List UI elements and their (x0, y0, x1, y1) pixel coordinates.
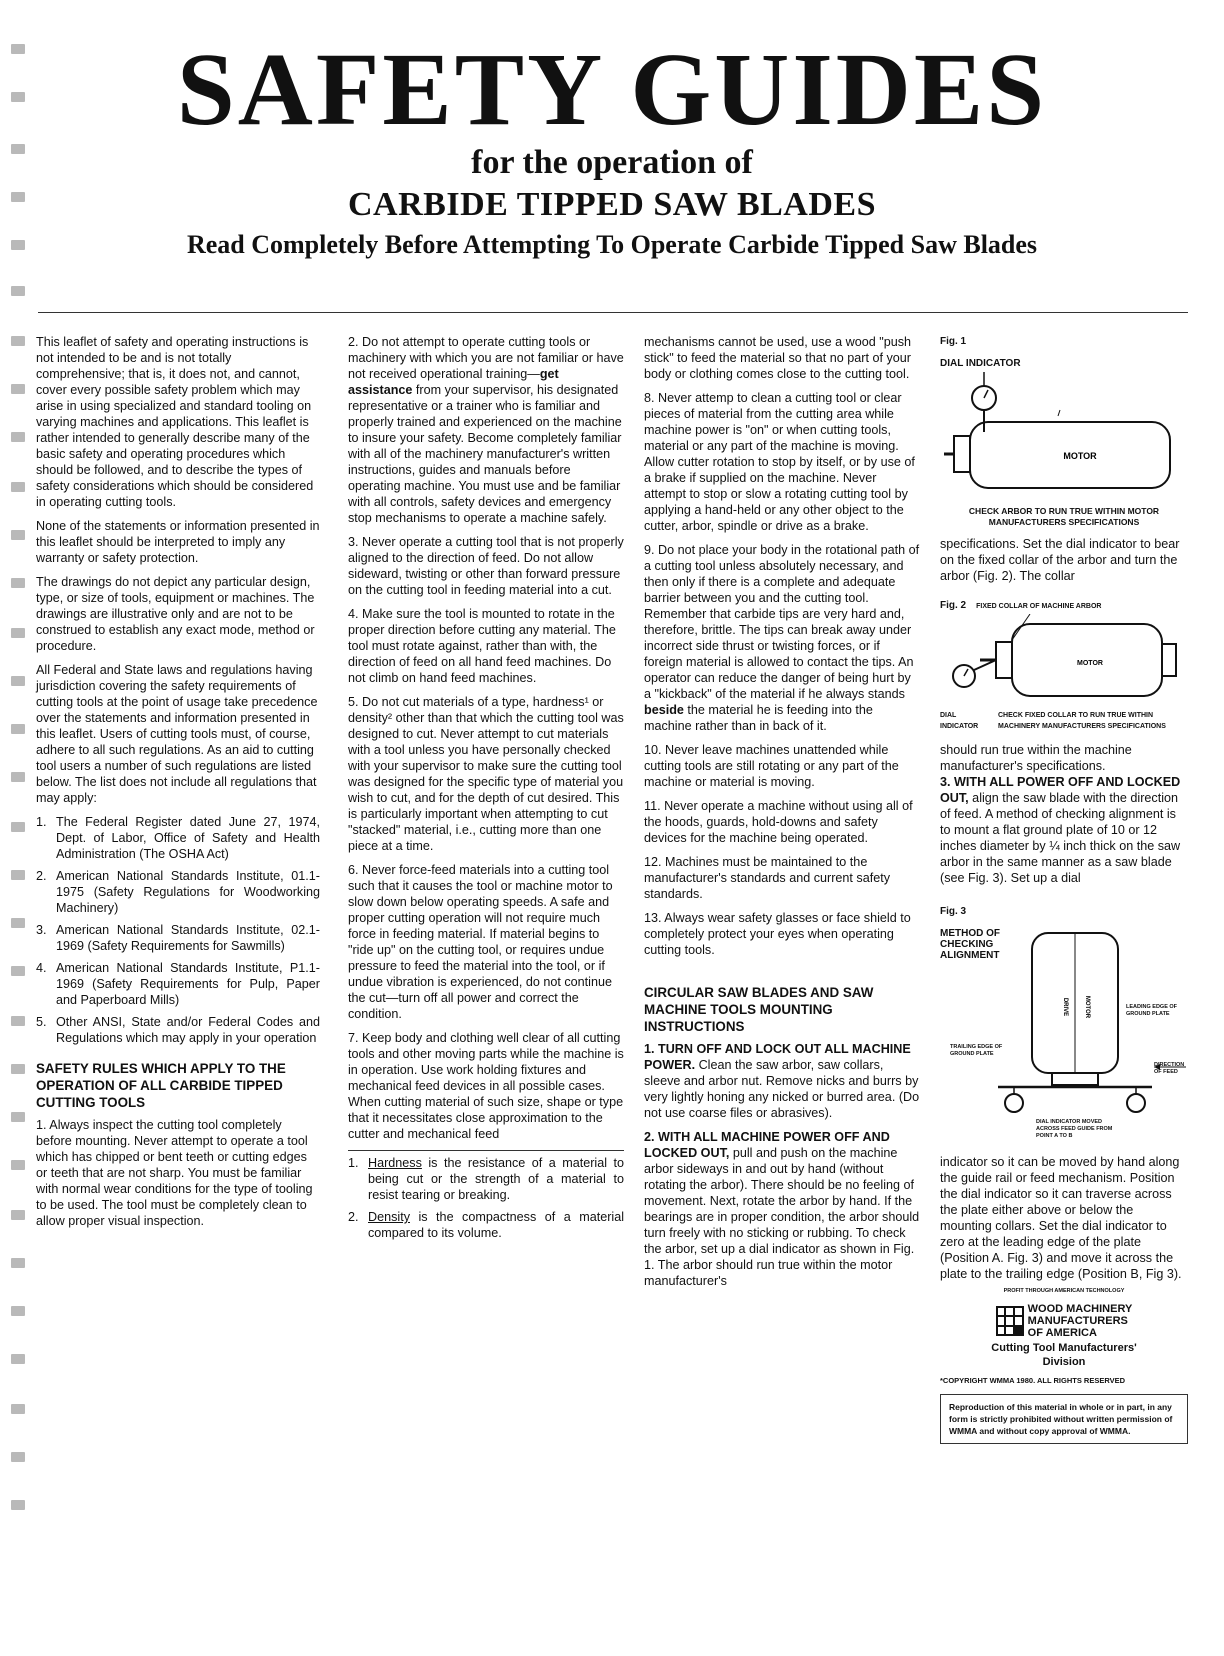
list-item (36, 922, 320, 954)
logo-tagline: PROFIT THROUGH AMERICAN TECHNOLOGY (1003, 1288, 1125, 1294)
document-title: SAFETY GUIDES (176, 32, 1048, 147)
fixed-collar (996, 642, 1012, 678)
dial-needle (984, 390, 988, 398)
safety-rule-10: 10. Never leave machines unattended while cutting tools are still rotating or any part of the machine or material is moving. (644, 743, 899, 789)
binding-hole (11, 1112, 25, 1122)
rule-text: 2. Do not attempt to operate cutting tools or machinery with which you are not familiar or have not received operational training— (348, 335, 624, 381)
figure-caption: CHECK FIXED COLLAR TO RUN TRUE WITHIN MACHINERY MANUFACTURERS SPECIFICATIONS (998, 712, 1166, 730)
dial-indicator-a-icon (1005, 1094, 1023, 1112)
footnote-number: 1. (348, 1156, 359, 1170)
binding-hole (11, 870, 25, 880)
footnote-definition: is the resistance of a material to being cut or the strength of a material to resist tearing or breaking. (368, 1156, 624, 1202)
list-number: 2. (36, 869, 47, 883)
binding-hole (11, 432, 25, 442)
mounting-step-2 (644, 1129, 920, 1289)
safety-rule-3: 3. Never operate a cutting tool that is not properly aligned to the direction of feed. Do not allow sideward, twisting or other than forward pressure on the cutting tool in feeding material into a cut. (348, 535, 624, 597)
figure-label: Fig. 3 (940, 906, 967, 917)
column-2 (348, 334, 624, 1251)
collar (1052, 1073, 1098, 1085)
col4-paragraph-1: specifications. Set the dial indicator to bear on the fixed collar of the arbor and turn the arbor (Fig. 2). The collar (940, 537, 1180, 583)
figure-2-header (940, 598, 1188, 614)
regulations-list (36, 814, 320, 1046)
safety-rule-7-continued: mechanisms cannot be used, use a wood "push stick" to feed the material so that no part of your body or clothing comes close to the cutting tool. (644, 335, 912, 381)
motor-label: MOTOR (1077, 660, 1103, 667)
binding-hole (11, 628, 25, 638)
binding-hole (11, 1404, 25, 1414)
mounting-step-1 (644, 1041, 920, 1121)
motor-label: MOTOR (1084, 995, 1090, 1019)
list-number: 5. (36, 1015, 47, 1029)
safety-rule-13: 13. Always wear safety glasses or face shield to completely protect your eyes when operating cutting tools. (644, 911, 911, 957)
dial-needle (964, 669, 968, 676)
safety-rule-12: 12. Machines must be maintained to the manufacturer's standards and current safety standards. (644, 855, 891, 901)
safety-rule-2 (348, 334, 624, 526)
binding-hole (11, 1306, 25, 1316)
footnote-number: 2. (348, 1210, 359, 1224)
document-subtitle-product: CARBIDE TIPPED SAW BLADES (348, 186, 876, 223)
figure-top-label: FIXED COLLAR OF MACHINE ARBOR (976, 603, 1102, 610)
list-number: 1. (36, 815, 47, 829)
list-item (36, 814, 320, 862)
binding-hole (11, 1210, 25, 1220)
col4-paragraph-2: should run true within the machine manufacturer's specifications. (940, 743, 1132, 773)
list-item (36, 868, 320, 916)
collar-dial-diagram (940, 614, 1188, 706)
footnote-definition: is the compactness of a material compared to its volume. (368, 1210, 624, 1240)
safety-rule-7: 7. Keep body and clothing well clear of all cutting tools and other moving parts while the machine is in operation. Use work holding fixtures and mechanical feed devices in all possible cases. When cutting material of such size, shape or type that it necessitates close approximation to the cutter and mechanical feed (348, 1031, 624, 1141)
step-text: Clean the saw arbor, saw collars, sleeve and arbor nut. Remove nicks and burrs by very lightly honing any nicked or burred area. (Do not use coarse files or abrasives). (644, 1058, 920, 1120)
logo-line-3: OF AMERICA (1027, 1327, 1097, 1339)
dial-label: DIAL INDICATOR (940, 712, 979, 730)
footnote-term: Density (368, 1210, 410, 1224)
footnote-list (348, 1155, 624, 1241)
regulations-paragraph: All Federal and State laws and regulations having jurisdiction covering the safety requirements of cutting tools at the point of usage take precedence over the statements and information presented in this leaflet. Users of cutting tools must, of course, adhere to all such regulations. As an aid to cutting tool users a number of such regulations are listed below. The list does not include all regulations that may apply: (36, 663, 318, 805)
step-heading: 3. WITH ALL POWER OFF AND LOCKED OUT, (940, 775, 1181, 805)
binding-hole (11, 384, 25, 394)
binding-hole (11, 676, 25, 686)
list-item (36, 1014, 320, 1046)
binding-hole (11, 530, 25, 540)
logo-line-1: WOOD MACHINERY (1027, 1303, 1133, 1315)
document-subtitle: for the operation of (471, 144, 753, 181)
dial-indicator-b-icon (1127, 1094, 1145, 1112)
division-label: Division (1042, 1356, 1086, 1368)
list-text: American National Standards Institute, 02.1-1969 (Safety Requirements for Sawmills) (56, 923, 320, 953)
warranty-paragraph: None of the statements or information presented in this leaflet should be interpreted to imply any warranty or safety protection. (36, 519, 320, 565)
list-text: American National Standards Institute, P1.1-1969 (Safety Requirements for Pulp, Paper and Paperboard Mills) (56, 961, 320, 1007)
copyright-notice: *COPYRIGHT WMMA 1980. ALL RIGHTS RESERVED (940, 1376, 1126, 1385)
binding-hole (11, 1452, 25, 1462)
figure-title: DIAL INDICATOR (940, 358, 1021, 369)
footnotes (348, 1150, 624, 1241)
binding-hole (11, 1160, 25, 1170)
binding-hole (11, 336, 25, 346)
rule-text: from your supervisor, his designated representative or a trainer who is familiar and properly trained and experienced on the machine to insure your safety. Become completely familiar with all of the machinery manufacturer's written instructions, guides and manuals before operating machine. You must use and be familiar with all controls, safety devices and emergency stop mechanisms to operate a machine safely. (348, 383, 622, 525)
document-warning-line: Read Completely Before Attempting To Operate Carbide Tipped Saw Blades (186, 230, 1038, 259)
safety-rule-4: 4. Make sure the tool is mounted to rotate in the proper direction before cutting any material. The tool must rotate against, rather than with, the direction of feed on all hand feed machines. Do not climb on hand feed machines. (348, 607, 616, 685)
column-3 (644, 334, 920, 1297)
wmma-logo-icon (996, 1306, 1024, 1336)
motor-mark (1058, 410, 1060, 416)
list-item (36, 960, 320, 1008)
footnote-text (368, 1209, 624, 1241)
binding-hole (11, 918, 25, 928)
motor-label: MOTOR (1063, 451, 1097, 461)
safety-rule-9 (644, 542, 920, 734)
step-text: pull and push on the machine arbor sideways in and out by hand (without rotating the arbor). There should be no feeling of movement. Next, rotate the arbor by hand. If the bearings are in proper condition, the arbor should turn freely with no sticking or rubbing. To check the arbor, set up a dial indicator as shown in Fig. 1. The arbor should run true within the motor manufacturer's (644, 1146, 920, 1288)
safety-rule-1: 1. Always inspect the cutting tool completely before mounting. Never attempt to operate a tool which has chipped or bent teeth or cutting edges or teeth that are not sharp. You must be familiar with normal wear conditions for the type of tooling to be used. The tool must be completely clean to allow proper visual inspection. (36, 1118, 313, 1228)
motor-end (1162, 644, 1176, 676)
reproduction-notice: Reproduction of this material in whole or in part, in any form is strictly prohibited without written permission of WMMA and without copy approval of WMMA. (940, 1394, 1188, 1444)
trailing-edge-label: TRAILING EDGE OF GROUND PLATE (950, 1044, 1003, 1057)
section-heading-mounting: CIRCULAR SAW BLADES AND SAW MACHINE TOOLS MOUNTING INSTRUCTIONS (644, 985, 874, 1034)
footnote-hardness (348, 1155, 624, 1203)
rule-text: 9. Do not place your body in the rotational path of a cutting tool unless absolutely necessary, and then only if there is a complete and adequate barrier between you and the cutting tool. Remember that carbide tips are very hard and, therefore, brittle. The tips can break away under incorrect side thrust or twisting forces, or if foreign material is allowed to contact the tips. An operator can reduce the danger of being hurt by a "kickback" of the material if he always stands (644, 543, 920, 701)
binding-hole (11, 482, 25, 492)
safety-rule-11: 11. Never operate a machine without using all of the hoods, guards, hold-downs and safety devices for the machine being operated. (644, 799, 913, 845)
list-number: 4. (36, 961, 47, 975)
drive-label: DRIVE (1062, 997, 1068, 1017)
binding-hole (11, 1354, 25, 1364)
binding-hole (11, 822, 25, 832)
drawings-paragraph: The drawings do not depict any particular design, type, or size of tools, equipment or machines. The drawings are illustrative only and are not to be construed to establish any exact mode, method or procedure. (36, 575, 315, 653)
safety-rule-6: 6. Never force-feed materials into a cutting tool such that it causes the tool or machine motor to slow down below operating speeds. A safe and proper cutting operation will not require much force in feeding material. If material begins to "ride up" on the cutting tool, or requires undue pressure to feed the material into the tool, or if undue vibration is experienced, do not continue the cut—turn off all power and correct the condition. (348, 863, 613, 1021)
column-4 (940, 334, 1188, 1444)
list-text: American National Standards Institute, 01.1-1975 (Safety Regulations for Woodworking Machinery) (56, 869, 320, 915)
binding-hole (11, 286, 25, 296)
direction-of-feed-label: DIRECTION OF FEED (1154, 1062, 1185, 1075)
safety-rule-8: 8. Never attemp to clean a cutting tool or clear pieces of material from the cutting area while machine power is "on" or when cutting tools, material or any part of the machine is moving. Allow cutter rotation to stop by itself, or by use of a brake if supplied on the machine. Never attempt to stop or slow a rotating cutting tool by applying a hand-held or any other object to the cutter, arbor, spindle or drive as a brake. (644, 391, 915, 533)
column-1 (36, 334, 320, 1237)
binding-hole (11, 1064, 25, 1074)
binding-hole (11, 1258, 25, 1268)
header-divider (38, 312, 1188, 313)
figure-caption: CHECK ARBOR TO RUN TRUE WITHIN MOTOR MANUFACTURERS SPECIFICATIONS (968, 506, 1160, 527)
rule-emphasis: get assistance (348, 367, 559, 397)
footnote-density (348, 1209, 624, 1241)
rule-text: the material he is feeding into the machine rather than in back of it. (644, 703, 873, 733)
figure-title: METHOD OF CHECKING ALIGNMENT (940, 928, 1000, 961)
section-heading-safety-rules: SAFETY RULES WHICH APPLY TO THE OPERATION OF ALL CARBIDE TIPPED CUTTING TOOLS (36, 1061, 286, 1110)
motor-collar (954, 436, 970, 472)
list-text: The Federal Register dated June 27, 1974, Dept. of Labor, Office of Safety and Health Administration (The OSHA Act) (56, 815, 320, 861)
binding-hole (11, 1500, 25, 1510)
footnote-term: Hardness (368, 1156, 422, 1170)
mounting-step-3 (940, 774, 1188, 886)
binding-hole (11, 724, 25, 734)
figure-label: Fig. 2 (940, 600, 967, 611)
step-text: align the saw blade with the direction of feed. A method of checking alignment is to mount a flat ground plate of 10 or 12 inches diameter by ¼ inch thick on the saw arbor in the same manner as a saw blade (see Fig. 3). Set up a dial (940, 791, 1181, 885)
leading-edge-label: LEADING EDGE OF GROUND PLATE (1126, 1004, 1178, 1017)
figure-caption: DIAL INDICATOR MOVED ACROSS FEED GUIDE FROM POINT A TO B (1036, 1119, 1113, 1139)
logo-text-block (1028, 1303, 1133, 1339)
binding-hole (11, 966, 25, 976)
division-name: Cutting Tool Manufacturers' (991, 1342, 1137, 1354)
list-number: 3. (36, 923, 47, 937)
figure-2 (940, 598, 1188, 732)
alignment-diagram (940, 927, 1188, 1115)
binding-hole (11, 772, 25, 782)
figure-1 (940, 334, 1188, 528)
binding-hole (11, 578, 25, 588)
figure-3 (940, 904, 1188, 1140)
figure-2-captions (940, 710, 1188, 732)
list-text: Other ANSI, State and/or Federal Codes and Regulations which may apply in your operation (56, 1015, 320, 1045)
rule-emphasis: beside (644, 703, 684, 717)
logo-line-2: MANUFACTURERS (1027, 1315, 1128, 1327)
safety-rule-5: 5. Do not cut materials of a type, hardness¹ or density² other than that which the cutting tool was designed to cut. Never attempt to cut materials with a tool unless you have personally checked with your supervisor to make sure the cutting tool was designed for the specific type of material you wish to cut, and for the depth of cut desired. This is particularly important when attempting to cut "stacked" material, i.e., cutting more than one piece at a time. (348, 695, 624, 853)
figure-label: Fig. 1 (940, 336, 967, 347)
step-heading: 1. TURN OFF AND LOCK OUT ALL MACHINE POWER. (644, 1042, 911, 1072)
binding-hole (11, 1016, 25, 1026)
col4-paragraph-3: indicator so it can be moved by hand along the guide rail or feed mechanism. Position the dial indicator so it can traverse across the plate either above or below the mounting collars. Set the dial indicator to zero at the leading edge of the plate (Position A. Fig. 3) and move it across the plate to the trailing edge (Position B, Fig 3). (940, 1155, 1182, 1281)
footnote-text (368, 1155, 624, 1203)
step-heading: 2. WITH ALL MACHINE POWER OFF AND LOCKED OUT, (644, 1130, 890, 1160)
intro-paragraph: This leaflet of safety and operating instructions is not intended to be and is not totally comprehensive; that is, it does not, and cannot, cover every possible safety problem which may arise in using specialized and standard tooling on varying machines and applications. This leaflet is rather intended to generally describe many of the basic safety and operating procedures which should be followed, and to describe the types of safety considerations which should be considered in operating cutting tools. (36, 335, 314, 509)
wmma-logo (940, 1303, 1188, 1339)
motor-dial-diagram (940, 372, 1188, 502)
